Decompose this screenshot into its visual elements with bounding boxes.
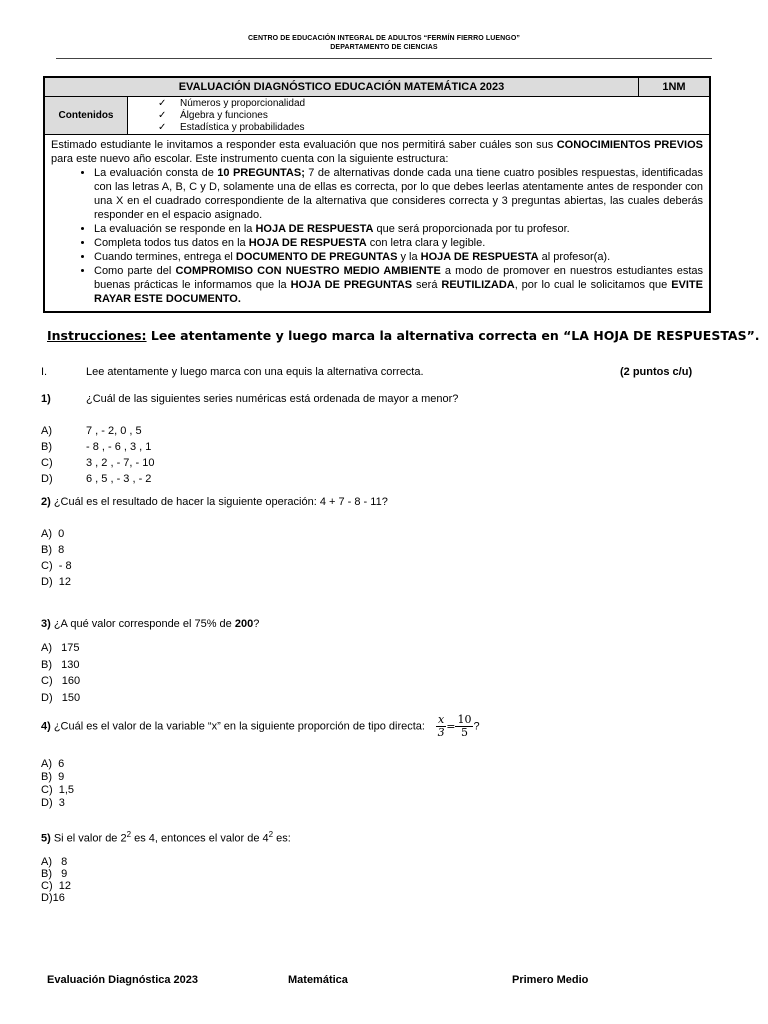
option-value: 7 , - 2, 0 , 5 xyxy=(86,425,142,437)
question-1-number: 1) xyxy=(41,393,51,405)
instructions-label: Instrucciones: xyxy=(47,328,147,343)
option-item: B) 9 xyxy=(41,771,65,783)
question-4: 4) ¿Cuál es el valor de la variable “x” en la siguiente proporción de tipo directa: $\frac{x}{3}$ = $\frac{10}{5}$ ? xyxy=(41,713,480,739)
question-1-text: ¿Cuál de las siguientes series numéricas está ordenada de mayor a menor? xyxy=(86,393,459,405)
option-letter: C) xyxy=(41,457,53,469)
bullet-item: • Cuando termines, entrega el DOCUMENTO DE PREGUNTAS y la HOJA DE RESPUESTA al profesor(a). xyxy=(94,250,703,264)
section-text: Lee atentamente y luego marca con una equis la alternativa correcta. xyxy=(86,366,424,378)
footer-left: Evaluación Diagnóstica 2023 xyxy=(47,974,199,986)
option-letter: B) xyxy=(41,441,52,453)
intro-paragraph: Estimado estudiante le invitamos a responder esta evaluación que nos permitirá saber cuáles son sus CONOCIMIENTOS PREVIOS para este nuevo año escolar. Este instrumento cuenta con la siguiente estructura: xyxy=(51,139,704,165)
bullet-item: • Como parte del COMPROMISO CON NUESTRO MEDIO AMBIENTE a modo de promover en nuestros estudiantes estas buenas prácticas le informamos que la HOJA DE PREGUNTAS será REUTILIZADA, por lo cual le solicitamos que EVITE RAYAR ESTE DOCUMENTO. xyxy=(94,264,703,306)
intro-text xyxy=(44,135,710,313)
option-item: D)16 xyxy=(41,892,65,904)
department-name: DEPARTAMENTO DE CIENCIAS xyxy=(330,44,438,51)
fraction-x-over-3: $\frac{x}{3}$ xyxy=(437,713,445,739)
fraction-10-over-5: $\frac{10}{5}$ xyxy=(457,713,472,739)
footer-center: Matemática xyxy=(288,974,348,986)
header-divider xyxy=(56,58,712,59)
content-item: ✓ Números y proporcionalidad xyxy=(158,98,306,109)
footer-right: Primero Medio xyxy=(512,974,589,986)
option-item: A) 6 xyxy=(41,758,65,770)
option-item: D) 12 xyxy=(41,576,71,588)
option-item: A) 0 xyxy=(41,528,65,540)
option-item: D) 150 xyxy=(41,692,81,704)
content-item: ✓ Estadística y probabilidades xyxy=(158,122,305,133)
check-icon: ✓ xyxy=(158,110,167,121)
institution-name: CENTRO DE EDUCACIÓN INTEGRAL DE ADULTOS “FERMÍN FIERRO LUENGO” xyxy=(248,35,520,42)
check-icon: ✓ xyxy=(158,122,167,133)
bullet-item: • La evaluación consta de 10 PREGUNTAS; 7 de alternativas donde cada una tiene cuatro posibles respuestas, identificadas con las letras A, B, C y D, solamente una de ellas es correcta, por lo que debes leerlas atentamente antes de responder con una X en el cuadrado correspondiente de la alternativa que consideres correcta y 3 preguntas abiertas, las cuales deberás responder en el espacio asignado. xyxy=(94,166,703,222)
instructions xyxy=(47,328,760,343)
bullet-item: • Completa todos tus datos en la HOJA DE RESPUESTA con letra clara y legible. xyxy=(94,236,703,250)
bullet-item: • La evaluación se responde en la HOJA DE RESPUESTA que será proporcionada por tu profesor. xyxy=(94,222,703,236)
option-item: B) 8 xyxy=(41,544,65,556)
check-icon: ✓ xyxy=(158,98,167,109)
option-item: D) 3 xyxy=(41,797,65,809)
option-item: B) 130 xyxy=(41,659,80,671)
contents-list xyxy=(128,97,711,135)
contents-label: Contenidos xyxy=(44,97,128,135)
option-value: 3 , 2 , - 7, - 10 xyxy=(86,457,155,469)
option-item: A) 8 xyxy=(41,856,68,868)
option-item: C) 1,5 xyxy=(41,784,75,796)
evaluation-title: EVALUACIÓN DIAGNÓSTICO EDUCACIÓN MATEMÁTICA 2023 xyxy=(44,77,639,97)
content-item: ✓ Álgebra y funciones xyxy=(158,110,268,121)
option-item: C) - 8 xyxy=(41,560,72,572)
question-5: 5) Si el valor de $2^2$ es 4, entonces el valor de $4^2$ es: xyxy=(41,830,291,845)
option-item: B) 9 xyxy=(41,868,68,880)
question-2: 2) ¿Cuál es el resultado de hacer la siguiente operación: 4 + 7 - 8 - 11? xyxy=(41,496,388,508)
evaluation-info-table xyxy=(43,76,711,313)
option-value: 6 , 5 , - 3 , - 2 xyxy=(86,473,152,485)
option-letter: D) xyxy=(41,473,53,485)
option-letter: A) xyxy=(41,425,52,437)
option-item: C) 160 xyxy=(41,675,81,687)
section-number: I. xyxy=(41,366,48,378)
option-value: - 8 , - 6 , 3 , 1 xyxy=(86,441,152,453)
option-item: C) 12 xyxy=(41,880,71,892)
question-3: 3) ¿A qué valor corresponde el 75% de 200? xyxy=(41,618,260,630)
section-points: (2 puntos c/u) xyxy=(620,366,693,378)
option-item: A) 175 xyxy=(41,642,80,654)
level-badge: 1NM xyxy=(639,77,711,97)
instructions-text: Lee atentamente y luego marca la alternativa correcta en “LA HOJA DE RESPUESTAS”. xyxy=(146,328,760,343)
intro-bullets xyxy=(51,166,703,306)
